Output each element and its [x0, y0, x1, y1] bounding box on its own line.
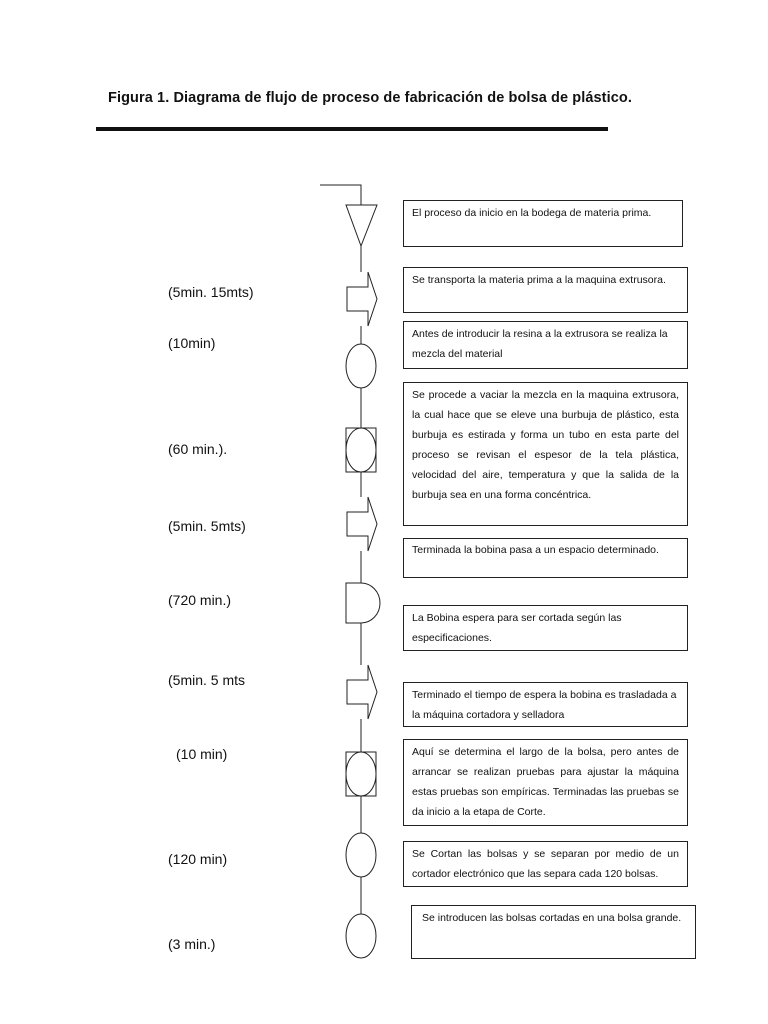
step-time: (10 min)	[176, 746, 228, 762]
figure-title: Figura 1. Diagrama de flujo de proceso de fabricación de bolsa de plástico.	[108, 90, 632, 106]
step-time: (720 min.)	[168, 592, 232, 608]
start-connector	[320, 185, 361, 205]
step-time: (5min. 15mts)	[168, 284, 254, 300]
step-description-box: Se procede a vaciar la mezcla en la maquina extrusora, la cual hace que se eleve una burbuja de plástico, esta burbuja es estirada y forma un tubo en esta parte del proceso se revisan el espesor de la tela plástica, velocidad del aire, temperatura y que la salida de la burbuja sea en una forma concéntrica.	[403, 382, 688, 526]
operation-circle-icon	[346, 344, 376, 388]
delay-d-icon	[346, 583, 380, 623]
step-description-box: Se Cortan las bolsas y se separan por medio de un cortador electrónico que las separa cada 120 bolsas.	[403, 841, 688, 887]
step-time: (10min)	[168, 335, 216, 351]
step-description-box: El proceso da inicio en la bodega de materia prima.	[403, 200, 683, 247]
step-time: (120 min)	[168, 851, 228, 867]
transport-arrow-icon	[347, 665, 377, 719]
operation-circle-icon	[346, 914, 376, 958]
step-time: (5min. 5mts)	[168, 518, 246, 534]
step-description-box: Se transporta la materia prima a la maquina extrusora.	[403, 267, 688, 313]
step-description-box: Aquí se determina el largo de la bolsa, pero antes de arrancar se realizan pruebas para ajustar la máquina estas pruebas son empíricas. Terminadas las pruebas se da inicio a la etapa de Corte.	[403, 739, 688, 826]
step-description-box: Antes de introducir la resina a la extrusora se realiza la mezcla del material	[403, 321, 688, 369]
step-time: (5min. 5 mts	[168, 672, 246, 688]
transport-arrow-icon	[347, 497, 377, 551]
step-description-box: La Bobina espera para ser cortada según las especificaciones.	[403, 605, 688, 651]
operation-inspection-icon	[346, 428, 376, 472]
step-description-box: Se introducen las bolsas cortadas en una bolsa grande.	[411, 905, 696, 959]
operation-circle-icon	[346, 833, 376, 877]
storage-triangle-icon	[346, 205, 377, 246]
step-description-box: Terminada la bobina pasa a un espacio determinado.	[403, 538, 688, 578]
step-time: (60 min.).	[168, 441, 228, 457]
transport-arrow-icon	[347, 272, 377, 326]
operation-inspection-icon	[346, 752, 376, 796]
step-time: (3 min.)	[168, 936, 216, 952]
step-description-box: Terminado el tiempo de espera la bobina es trasladada a la máquina cortadora y selladora	[403, 682, 688, 727]
